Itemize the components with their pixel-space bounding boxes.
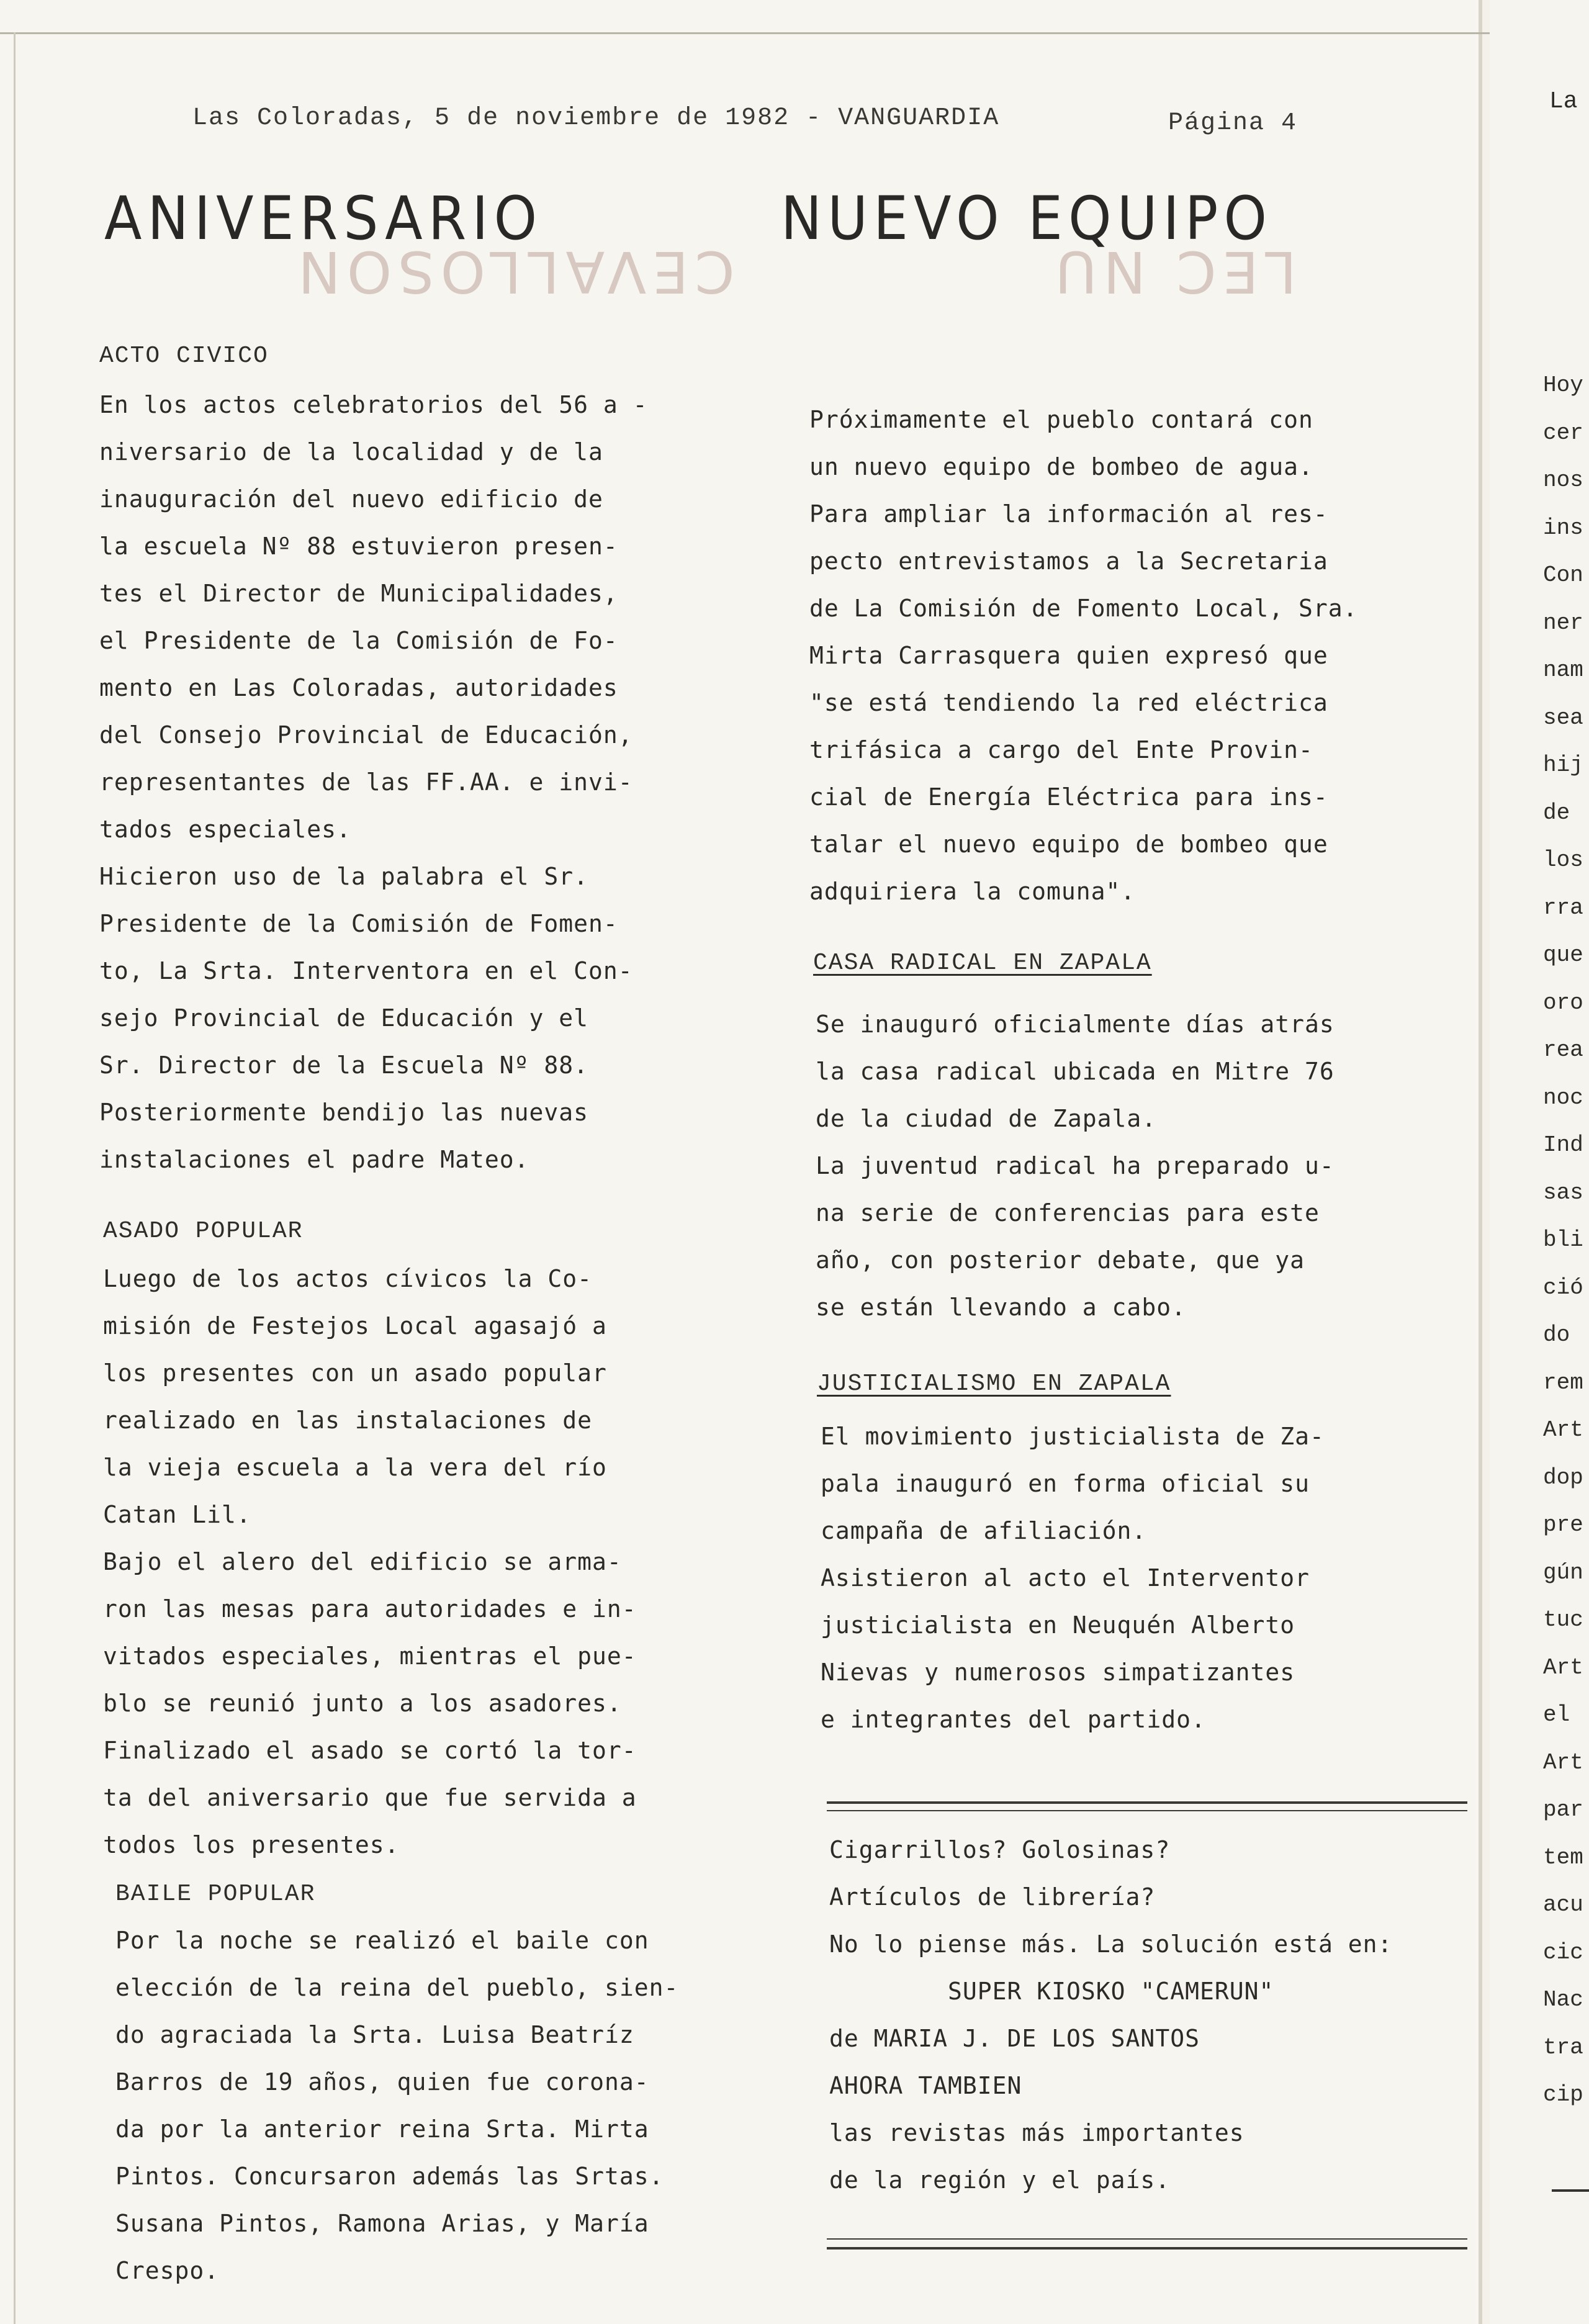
adjacent-page-fragment: tem xyxy=(1543,1845,1583,1870)
adjacent-page-fragment: tra xyxy=(1543,2035,1583,2060)
article-acto-civico: En los actos celebratorios del 56 a - niversario de la localidad y de la inauguración del nuevo edificio de la escuela Nº 88 estuvieron presen- tes el Director de Municipalidades, el Presidente de la Comisión de Fo- mento en Las Coloradas, autoridades del Consejo Provincial de Educación, representantes de las FF.AA. e invi- tados especiales. Hicieron uso de la palabra el Sr. Presidente de la Comisión de Fomen- to, La Srta. Interventora en el Con- sejo Provincial de Educación y el Sr. Director de la Escuela Nº 88. Posteriormente bendijo las nuevas instalaciones el padre Mateo. xyxy=(99,391,648,1173)
adjacent-page-fragment: oro xyxy=(1543,990,1583,1016)
adjacent-page-fragment: Art xyxy=(1543,1655,1583,1680)
bleed-through-right: LEC NU xyxy=(1049,238,1297,305)
adjacent-page-fragment: par xyxy=(1543,1797,1583,1822)
banner-aniversario: ANIVERSARIO xyxy=(104,184,543,253)
adjacent-page-fragment: gún xyxy=(1543,1560,1583,1585)
adjacent-page-fragment: cer xyxy=(1543,420,1583,446)
adjacent-page-fragment: rra xyxy=(1543,895,1583,921)
page-dateline: Las Coloradas, 5 de noviembre de 1982 - VANGUARDIA xyxy=(192,104,1000,132)
adjacent-page-fragment: Con xyxy=(1543,562,1583,588)
adjacent-page-fragment: Nac xyxy=(1543,1987,1583,2012)
adjacent-page-fragment: cic xyxy=(1543,1940,1583,1965)
adjacent-page-fragment: do xyxy=(1543,1322,1570,1348)
adjacent-page-fragment: ció xyxy=(1543,1275,1583,1300)
ad-bottom-rule xyxy=(827,2247,1467,2250)
adjacent-page-fragment: nos xyxy=(1543,467,1583,493)
adjacent-page-fragment: Hoy xyxy=(1543,372,1583,398)
heading-casa-radical: CASA RADICAL EN ZAPALA xyxy=(813,950,1152,976)
adjacent-page-fragment: rem xyxy=(1543,1370,1583,1395)
adjacent-page-fragment: el xyxy=(1543,1702,1570,1727)
adjacent-page-fragment: ins xyxy=(1543,515,1583,541)
adjacent-page-fragment: sea xyxy=(1543,705,1583,731)
article-casa-radical: Se inauguró oficialmente días atrás la casa radical ubicada en Mitre 76 de la ciudad de Zapala. La juventud radical ha preparado u- na serie de conferencias para este año, con posterior debate, que ya se están llevando a cabo. xyxy=(816,1011,1335,1321)
top-edge-rule xyxy=(0,32,1589,34)
page-number: Página 4 xyxy=(1168,109,1298,137)
adjacent-page-fragment: rea xyxy=(1543,1037,1583,1063)
adjacent-page-fragment: que xyxy=(1543,942,1583,968)
adjacent-page-rule xyxy=(1552,2189,1589,2192)
adjacent-page-fragment: ner xyxy=(1543,610,1583,636)
adjacent-page-fragment: nam xyxy=(1543,657,1583,683)
ad-top-rule-secondary xyxy=(827,1810,1467,1811)
article-justicialismo: El movimiento justicialista de Za- pala inauguró en forma oficial su campaña de afiliación. Asistieron al acto el Interventor justicialista en Neuquén Alberto Nievas y numerosos simpatizantes e integrantes del partido. xyxy=(821,1423,1325,1733)
adjacent-page-fragment: sas xyxy=(1543,1180,1583,1205)
heading-asado-popular: ASADO POPULAR xyxy=(103,1218,304,1245)
adjacent-page-fragment: Ind xyxy=(1543,1132,1583,1158)
banner-nuevo-equipo: NUEVO EQUIPO xyxy=(781,184,1273,253)
adjacent-page-fragment: los xyxy=(1543,847,1583,873)
adjacent-page-fragment: pre xyxy=(1543,1512,1583,1538)
bleed-through-left: CEVALLOSON xyxy=(292,238,735,305)
adjacent-page-fragment: hij xyxy=(1543,752,1583,778)
article-baile-popular: Por la noche se realizó el baile con elección de la reina del pueblo, sien- do agraciada la Srta. Luisa Beatríz Barros de 19 años, quien fue corona- da por la anterior reina Srta. Mirta Pintos. Concursaron además las Srtas. Susana Pintos, Ramona Arias, y María Crespo. xyxy=(115,1927,679,2284)
adjacent-page-fragment: dop xyxy=(1543,1465,1583,1490)
adjacent-page-fragment: de xyxy=(1543,800,1570,826)
heading-acto-civico: ACTO CIVICO xyxy=(99,343,269,369)
ad-top-rule xyxy=(827,1801,1467,1804)
adjacent-page-edge xyxy=(1490,0,1589,2324)
adjacent-page-fragment: noc xyxy=(1543,1085,1583,1110)
adjacent-page-fragment: tuc xyxy=(1543,1607,1583,1633)
heading-baile-popular: BAILE POPULAR xyxy=(115,1881,316,1907)
adjacent-page-fragment: Art xyxy=(1543,1750,1583,1775)
adjacent-page-fragment: cip xyxy=(1543,2082,1583,2107)
article-nuevo-equipo: Próximamente el pueblo contará con un nuevo equipo de bombeo de agua. Para ampliar la información al res- pecto entrevistamos a la Secretaria de La Comisión de Fomento Local, Sra. Mirta Carrasquera quien expresó que "se está tendiendo la red eléctrica trifásica a cargo del Ente Provin- cial de Energía Eléctrica para ins- talar el nuevo equipo de bombeo que adquiriera la comuna". xyxy=(809,406,1358,905)
page-left-edge xyxy=(14,32,16,2324)
adjacent-page-header: La xyxy=(1549,88,1578,115)
adjacent-page-fragment: bli xyxy=(1543,1227,1583,1253)
adjacent-page-fragment: acu xyxy=(1543,1892,1583,1917)
adjacent-page-fragment: Art xyxy=(1543,1417,1583,1443)
kiosko-advertisement: Cigarrillos? Golosinas? Artículos de librería? No lo piense más. La solución está en: SUPER KIOSKO "CAMERUN" de MARIA J. DE LOS SANTOS AHORA TAMBIEN las revistas más importantes de la región y el país. xyxy=(829,1836,1393,2194)
heading-justicialismo: JUSTICIALISMO EN ZAPALA xyxy=(817,1371,1171,1397)
article-asado-popular: Luego de los actos cívicos la Co- misión de Festejos Local agasajó a los presentes con un asado popular realizado en las instalaciones de la vieja escuela a la vera del río Catan Lil. Bajo el alero del edificio se arma- ron las mesas para autoridades e in- vitados especiales, mientras el pue- blo se reunió junto a los asadores. Finalizado el asado se cortó la tor- ta del aniversario que fue servida a todos los presentes. xyxy=(103,1265,637,1858)
ad-bottom-rule-secondary xyxy=(827,2238,1467,2240)
